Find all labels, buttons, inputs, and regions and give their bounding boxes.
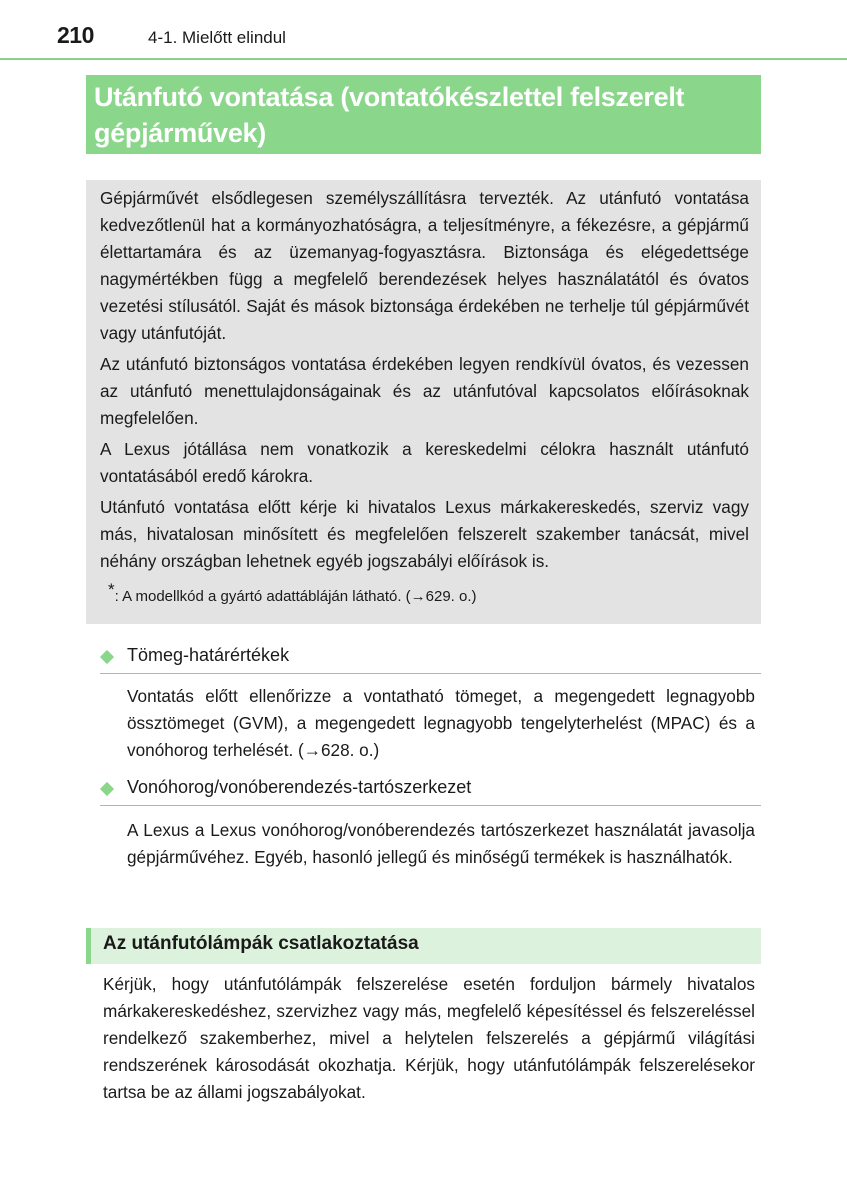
- intro-paragraph: Utánfutó vontatása előtt kérje ki hivatalos Lexus márkakereskedés, szerviz vagy más, hivatalosan minősített és megfelelően felszerelt szakember tanácsát, mivel néhány országban lehetnek egyéb jogszabályi előírások is.: [100, 497, 749, 571]
- intro-paragraph: A Lexus jótállása nem vonatkozik a kereskedelmi célokra használt utánfutó vontatásából eredő károkra.: [100, 439, 749, 486]
- subheading-text: Tömeg-határértékek: [127, 645, 290, 665]
- section-label: 4-1. Mielőtt elindul: [148, 28, 286, 47]
- footnote: [100, 579, 749, 608]
- intro-box: [86, 180, 761, 624]
- page-header: [0, 0, 847, 60]
- intro-paragraph: Az utánfutó biztonságos vontatása érdekében legyen rendkívül óvatos, és vezessen az utánfutó menettulajdonságainak és az utánfutóval kapcsolatos előírásoknak megfelelően.: [100, 354, 749, 428]
- subheading-text: Vonóhorog/vonóberendezés-tartószerkezet: [127, 777, 472, 797]
- footnote-text: : A modellkód a gyártó adattábláján látható. (→629. o.): [114, 588, 477, 605]
- lamps-text: Kérjük, hogy utánfutólámpák felszerelése esetén forduljon bármely hivatalos márkakereskedéshez, szervizhez vagy más, megfelelő képesítéssel és felszereléssel rendelkező szakemberhez, mivel a helytelen felszerelés a gépjármű világítási rendszerének károsodását okozhatja. Kérjük, hogy utánfutólámpák felszerelésekor tartsa be az állami jogszabályokat.: [103, 974, 755, 1102]
- hitch-text: A Lexus a Lexus vonóhorog/vonóberendezés tartószerkezet használatát javasolja gépjárművéhez. Egyéb, hasonló jellegű és minőségű termékek is használhatók.: [127, 820, 755, 867]
- page-number: 210: [57, 22, 94, 48]
- subheading-weight-limits: [100, 644, 761, 674]
- page-title: Utánfutó vontatása (vontatókészlettel felszerelt gépjárművek): [94, 82, 685, 148]
- lamps-heading-box: [86, 928, 761, 964]
- header-divider: [0, 58, 847, 60]
- intro-paragraph: Gépjárművét elsődlegesen személyszállításra tervezték. Az utánfutó vontatása kedvezőtlenül hat a kormányozhatóságra, a teljesítményre, a fékezésre, a gépjármű élettartamára és az üzemanyag-fogyasztásra. Biztonsága és elégedettsége nagymértékben függ a megfelelő berendezések helyes használatától és óvatos vezetési stílusától. Saját és mások biztonsága érdekében ne terhelje túl gépjárművét vagy utánfutóját.: [100, 188, 749, 343]
- diamond-bullet-icon: [100, 650, 114, 664]
- footnote-mark: *: [108, 580, 115, 599]
- title-banner: [86, 75, 761, 154]
- lamps-heading: Az utánfutólámpák csatlakoztatása: [103, 933, 419, 954]
- diamond-bullet-icon: [100, 782, 114, 796]
- weight-limits-text: Vontatás előtt ellenőrizze a vontatható tömeget, a megengedett legnagyobb össztömeget (GVM), a megengedett legnagyobb tengelyterhelést (MPAC) és a vonóhorog terhelését. (→628. o.): [127, 686, 755, 760]
- subheading-hitch: [100, 776, 761, 806]
